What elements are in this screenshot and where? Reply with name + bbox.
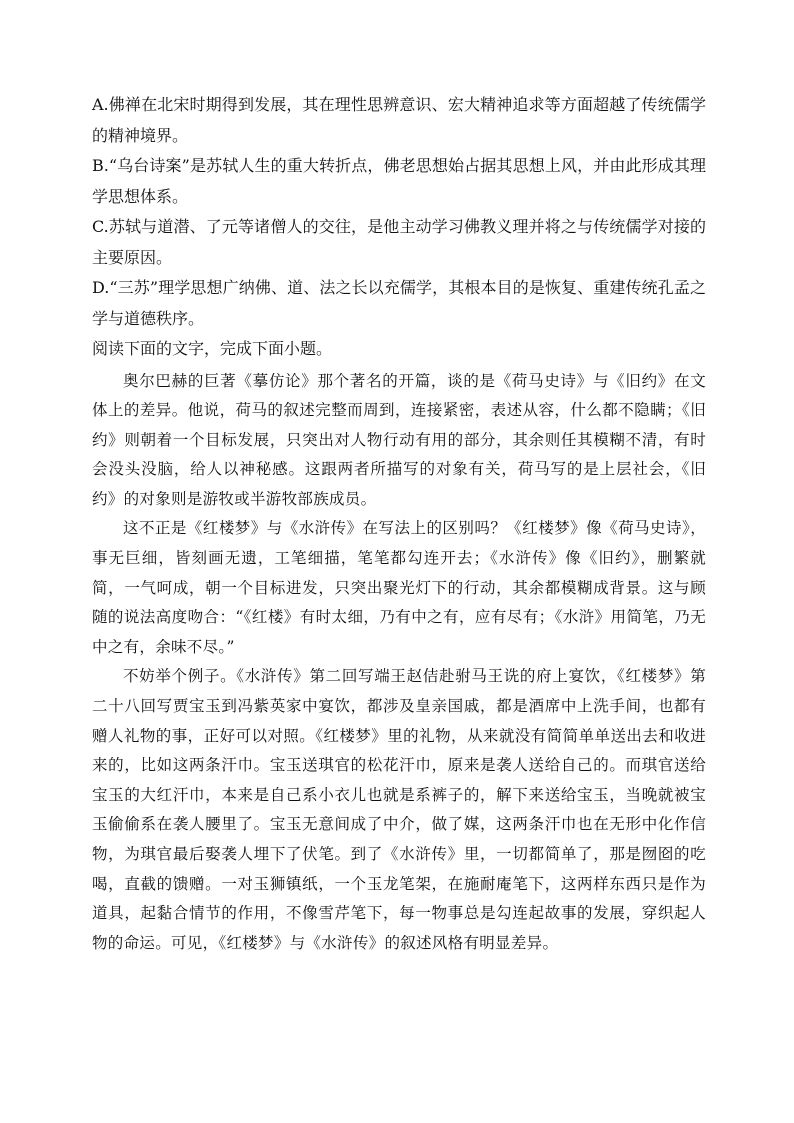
passage-paragraph-1: 奥尔巴赫的巨著《摹仿论》那个著名的开篇，谈的是《荷马史诗》与《旧约》在文体上的差异。他说，荷马的叙述完整而周到，连接紧密，表述从容，什么都不隐瞒；《旧约》则朝着一个目标发展，只突出对人物行动有用的部分，其余则任其模糊不清，有时会没头没脑，给人以神秘感。这跟两者所描写的对象有关，荷马写的是上层社会，《旧约》的对象则是游牧或半游牧部族成员。 bbox=[92, 371, 706, 508]
document-page bbox=[92, 90, 706, 958]
option-a: A.佛禅在北宋时期得到发展，其在理性思辨意识、宏大精神追求等方面超越了传统儒学的精神境界。 bbox=[92, 95, 706, 145]
passage-paragraph-3: 不妨举个例子。《水浒传》第二回写端王赵佶赴驸马王诜的府上宴饮，《红楼梦》第二十八回写贾宝玉到冯紫英家中宴饮，都涉及皇亲国戚，都是酒席中上洗手间，也都有赠人礼物的事，正好可以对照。《红楼梦》里的礼物，从来就没有简简单单送出去和收进来的，比如这两条汗巾。宝玉送琪官的松花汗巾，原来是袭人送给自己的。而琪官送给宝玉的大红汗巾，本来是自己系小衣儿也就是系裤子的，解下来送给宝玉，当晚就被宝玉偷偷系在袭人腰里了。宝玉无意间成了中介，做了媒，这两条汗巾也在无形中化作信物，为琪官最后娶袭人埋下了伏笔。到了《水浒传》里，一切都简单了，那是囫囵的吃喝，直截的馈赠。一对玉狮镇纸，一个玉龙笔架，在施耐庵笔下，这两样东西只是作为道具，起黏合情节的作用，不像雪芹笔下，每一物事总是勾连起故事的发展，穿织起人物的命运。可见，《红楼梦》与《水浒传》的叙述风格有明显差异。 bbox=[92, 667, 706, 952]
passage-paragraph-2: 这不正是《红楼梦》与《水浒传》在写法上的区别吗？《红楼梦》像《荷马史诗》，事无巨细，皆刻画无遗，工笔细描，笔笔都勾连开去；《水浒传》像《旧约》，删繁就简，一气呵成，朝一个目标进发，只突出聚光灯下的行动，其余都模糊成背景。这与顾随的说法高度吻合：“《红楼》有时太细，乃有中之有，应有尽有；《水浒》用简笔，乃无中之有，余味不尽。” bbox=[92, 519, 706, 656]
reading-instruction: 阅读下面的文字，完成下面小题。 bbox=[92, 339, 333, 358]
option-d: D.“三苏”理学思想广纳佛、道、法之长以充儒学，其根本目的是恢复、重建传统孔孟之学与道德秩序。 bbox=[92, 278, 706, 328]
answer-options bbox=[92, 90, 706, 334]
reading-passage bbox=[92, 367, 706, 959]
option-b: B.“乌台诗案”是苏轼人生的重大转折点，佛老思想始占据其思想上风，并由此形成其理学思想体系。 bbox=[92, 156, 706, 206]
option-c: C.苏轼与道潜、了元等诸僧人的交往，是他主动学习佛教义理并将之与传统儒学对接的主要原因。 bbox=[92, 217, 706, 267]
